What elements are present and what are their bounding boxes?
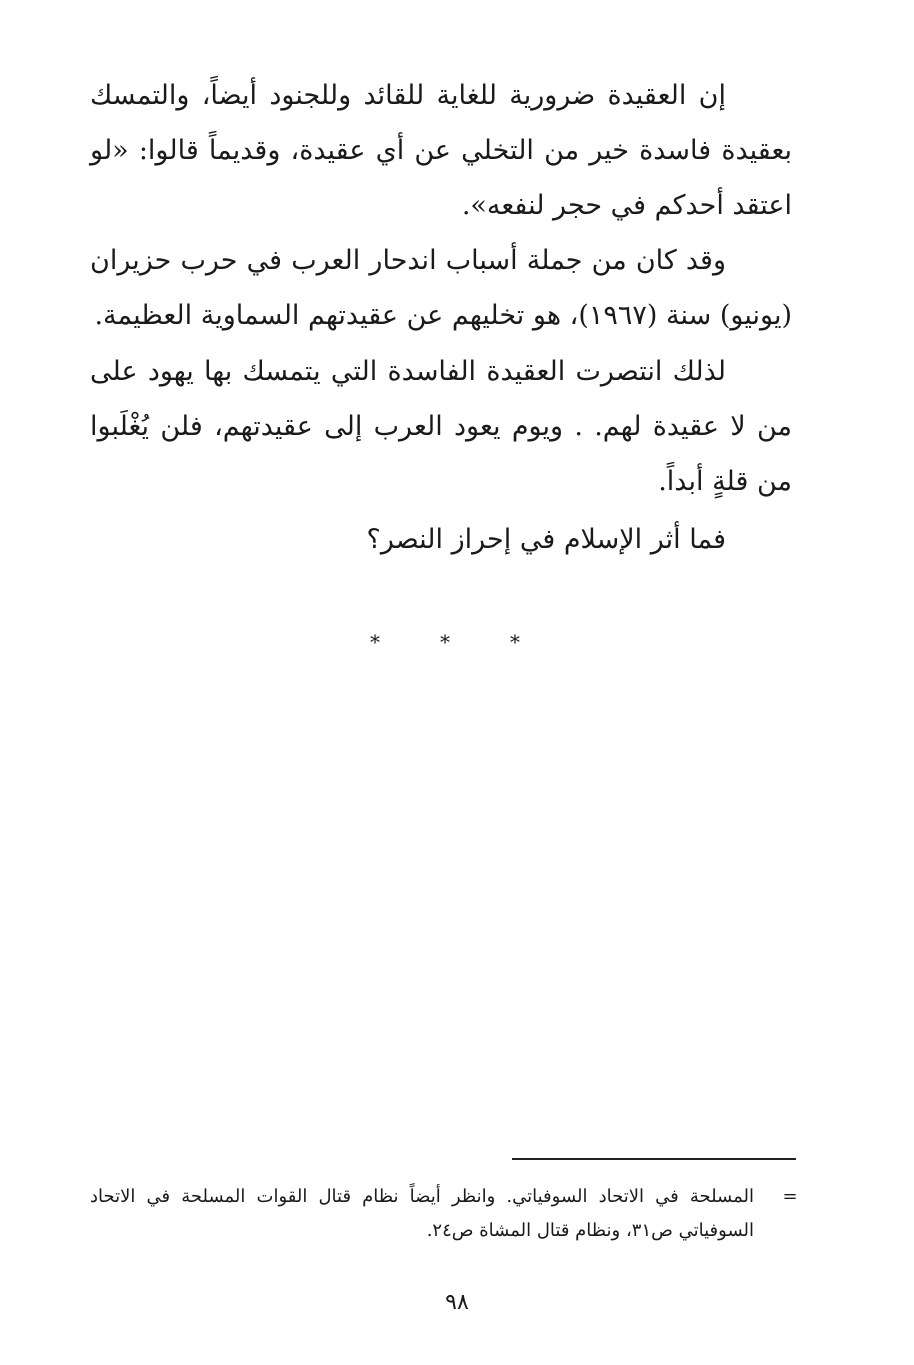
footnote-divider [512,1158,796,1160]
page-number: ٩٨ [445,1290,469,1315]
footnote-text: المسلحة في الاتحاد السوفياتي. وانظر أيضاً نظام قتال القوات المسلحة في الاتحاد السوفياتي ص٣١، ونظام قتال المشاة ص٢٤. [90,1186,754,1241]
section-separator [370,630,520,654]
paragraph-3 [90,344,792,509]
paragraph-2 [90,233,792,343]
separator-star-icon: * [440,630,450,654]
separator-star-icon: * [510,630,520,654]
footnote [90,1180,802,1248]
footnote-continuation-marker: = [782,1186,798,1207]
paragraph-1-text: إن العقيدة ضرورية للغاية للقائد وللجنود أيضاً، والتمسك بعقيدة فاسدة خير من التخلي عن أي عقيدة، وقديماً قالوا: «لو اعتقد أحدكم في حجر لنفعه». [90,80,792,221]
paragraph-1 [90,68,792,233]
paragraph-2-text: وقد كان من جملة أسباب اندحار العرب في حرب حزيران (يونيو) سنة (١٩٦٧)، هو تخليهم عن عقيدتهم السماوية العظيمة. [90,245,792,331]
paragraph-4 [90,512,792,567]
paragraph-4-text: فما أثر الإسلام في إحراز النصر؟ [366,524,726,555]
separator-star-icon: * [370,630,380,654]
paragraph-3-text: لذلك انتصرت العقيدة الفاسدة التي يتمسك بها يهود على من لا عقيدة لهم. . ويوم يعود العرب إلى عقيدتهم، فلن يُغْلَبوا من قلةٍ أبداً. [90,356,792,497]
